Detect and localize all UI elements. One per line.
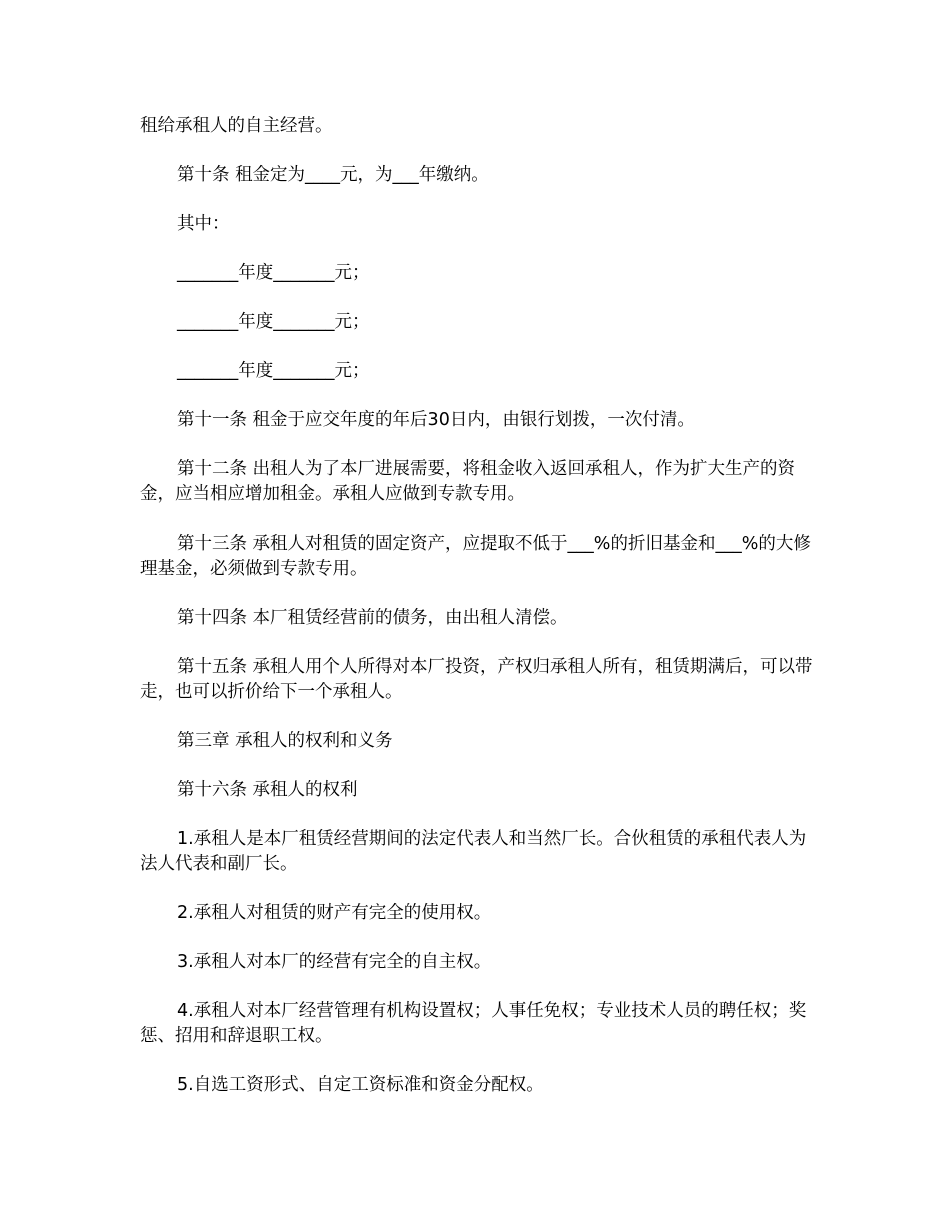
year-rent-line-3: _______年度_______元； bbox=[177, 361, 370, 381]
article-16: 第十六条 承租人的权利 bbox=[177, 780, 358, 800]
right-item-5: 5.自选工资形式、自定工资标准和资金分配权。 bbox=[177, 1075, 544, 1095]
article-10: 第十条 租金定为____元，为___年缴纳。 bbox=[177, 165, 489, 185]
among-which-label: 其中： bbox=[177, 214, 230, 234]
article-14: 第十四条 本厂租赁经营前的债务，由出租人清偿。 bbox=[177, 608, 568, 628]
right-item-1: 1.承租人是本厂租赁经营期间的法定代表人和当然厂长。合伙租赁的承租代表人为法人代表和副厂长。 bbox=[140, 829, 807, 874]
article-12: 第十二条 出租人为了本厂进展需要，将租金收入返回承租人，作为扩大生产的资金，应当相应增加租金。承租人应做到专款专用。 bbox=[140, 459, 796, 504]
article-13: 第十三条 承租人对租赁的固定资产，应提取不低于___%的折旧基金和___%的大修理基金，必须做到专款专用。 bbox=[140, 534, 811, 579]
chapter-3-heading: 第三章 承租人的权利和义务 bbox=[177, 731, 393, 751]
paragraph-continuation: 租给承租人的自主经营。 bbox=[140, 116, 333, 136]
right-item-2: 2.承租人对租赁的财产有完全的使用权。 bbox=[177, 903, 492, 923]
article-15: 第十五条 承租人用个人所得对本厂投资，产权归承租人所有，租赁期满后，可以带走，也可以折价给下一个承租人。 bbox=[140, 657, 813, 702]
article-11: 第十一条 租金于应交年度的年后30日内，由银行划拨，一次付清。 bbox=[177, 410, 695, 430]
year-rent-line-2: _______年度_______元； bbox=[177, 312, 370, 332]
right-item-3: 3.承租人对本厂的经营有完全的自主权。 bbox=[177, 952, 492, 972]
right-item-4: 4.承租人对本厂经营管理有机构设置权；人事任免权；专业技术人员的聘任权；奖惩、招用和辞退职工权。 bbox=[140, 1001, 807, 1046]
year-rent-line-1: _______年度_______元； bbox=[177, 263, 370, 283]
